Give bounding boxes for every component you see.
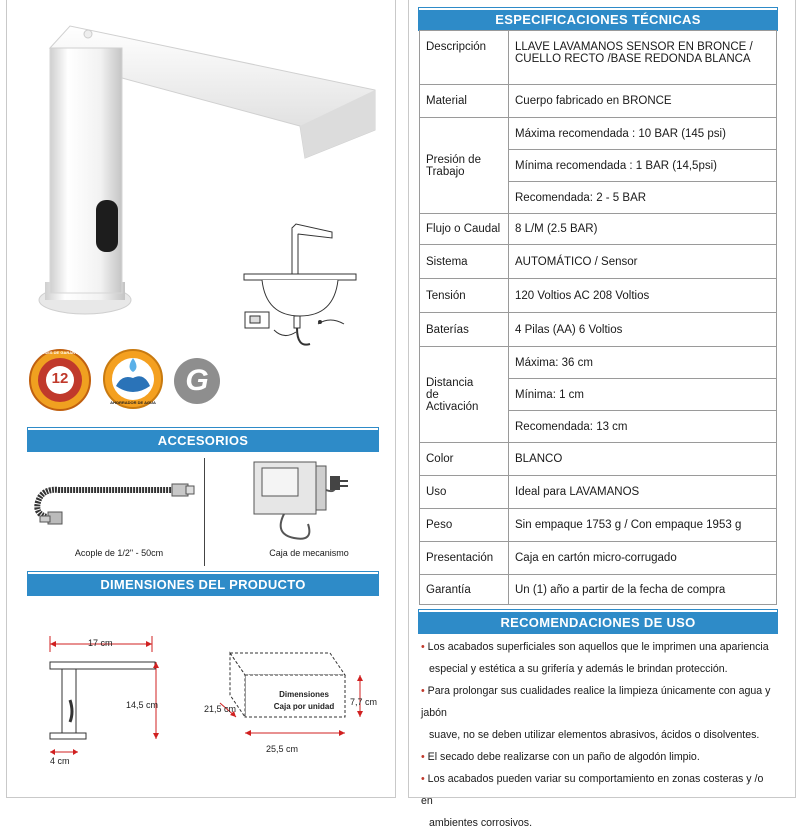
hose-caption: Acople de 1/2" - 50cm	[74, 548, 164, 558]
spec-row-tension	[420, 279, 777, 313]
bullet-icon: •	[421, 751, 425, 763]
reco-line	[421, 812, 773, 834]
spec-value: BLANCO	[509, 443, 777, 476]
spec-label: Color	[420, 443, 509, 476]
spec-label: Tensión	[420, 279, 509, 313]
spec-label: Descripción	[420, 31, 509, 85]
spec-value: Ideal para LAVAMANOS	[509, 476, 777, 509]
dimensions-title: DIMENSIONES DEL PRODUCTO	[28, 572, 378, 595]
spec-value: 4 Pilas (AA) 6 Voltios	[509, 313, 777, 347]
spec-row-material	[420, 85, 777, 118]
mechanism-caption: Caja de mecanismo	[269, 548, 349, 558]
reco-text: Los acabados superficiales son aquellos que le imprimen una apariencia	[427, 641, 769, 653]
reco-text: Para prolongar sus cualidades realice la limpieza únicamente con agua y jabón	[421, 685, 771, 719]
spec-row-peso	[420, 509, 777, 542]
reco-line	[421, 768, 773, 812]
spec-value: Máxima: 36 cm	[509, 347, 777, 379]
reco-text: Los acabados pueden variar su comportamiento en zonas costeras y /o en	[421, 773, 764, 807]
box-label-line1: Dimensiones	[279, 690, 329, 699]
spec-row-presion-max	[420, 118, 777, 150]
spec-row-garantia	[420, 575, 777, 605]
accessories-title: ACCESORIOS	[28, 428, 378, 451]
g-letter: G	[185, 364, 209, 397]
box-height-label: 7,7 cm	[350, 697, 378, 707]
box-depth-label: 21,5 cm	[204, 704, 237, 714]
reco-text: ambientes corrosivos.	[429, 817, 533, 829]
spec-label-presion	[420, 118, 509, 214]
spec-label: Material	[420, 85, 509, 118]
mechanism-box-image	[244, 454, 359, 544]
spec-value: Cuerpo fabricado en BRONCE	[509, 85, 777, 118]
bullet-icon: •	[421, 685, 425, 697]
distancia-label-line1: Distancia	[426, 376, 474, 389]
accessories-divider	[204, 458, 205, 566]
descripcion-line2: CUELLO RECTO /BASE REDONDA BLANCA	[515, 53, 751, 65]
spec-label-distancia	[420, 347, 509, 443]
bullet-icon: •	[421, 641, 425, 653]
height-label: 14,5 cm	[126, 700, 159, 710]
box-length-label: 25,5 cm	[266, 744, 299, 754]
spec-value: Caja en cartón micro-corrugado	[509, 542, 777, 575]
spec-value: Máxima recomendada : 10 BAR (145 psi)	[509, 118, 777, 150]
distancia-label-line2: de	[426, 388, 439, 401]
specs-table	[419, 30, 777, 605]
spec-label: Garantía	[420, 575, 509, 605]
reco-line	[421, 636, 773, 658]
spec-label: Uso	[420, 476, 509, 509]
spec-row-uso	[420, 476, 777, 509]
presion-label-line2: Trabajo	[426, 165, 465, 178]
spec-row-presentacion	[420, 542, 777, 575]
reco-text: especial y estética a su grifería y además le brindan protección.	[429, 663, 728, 675]
spec-label: Flujo o Caudal	[420, 214, 509, 245]
spec-value: Mínima recomendada : 1 BAR (14,5psi)	[509, 150, 777, 182]
presion-label-line1: Presión de	[426, 153, 481, 166]
warranty-number: 12	[51, 370, 69, 387]
reco-line	[421, 680, 773, 724]
spec-row-color	[420, 443, 777, 476]
distancia-label-line3: Activación	[426, 400, 479, 413]
g-logo-badge	[174, 358, 220, 404]
spec-label: Peso	[420, 509, 509, 542]
base-label: 4 cm	[50, 756, 70, 766]
spec-row-descripcion	[420, 31, 777, 85]
reco-line	[421, 724, 773, 746]
spec-row-flujo	[420, 214, 777, 245]
hose-image	[30, 478, 195, 534]
width-label: 17 cm	[88, 638, 113, 648]
recommendations-title: RECOMENDACIONES DE USO	[419, 610, 777, 633]
spec-value: 120 Voltios AC 208 Voltios	[509, 279, 777, 313]
water-ring-text: AHORRADOR DE AGUA	[110, 400, 156, 405]
reco-line	[421, 658, 773, 680]
spec-value: Recomendada: 13 cm	[509, 411, 777, 443]
spec-label: Sistema	[420, 245, 509, 279]
spec-value: AUTOMÁTICO / Sensor	[509, 245, 777, 279]
spec-label: Presentación	[420, 542, 509, 575]
warranty-ring-text: MESES DE GARANTÍA	[38, 350, 82, 355]
spec-label: Baterías	[420, 313, 509, 347]
faucet-dimension-drawing	[40, 622, 190, 772]
reco-text: El secado debe realizarse con un paño de algodón limpio.	[427, 751, 700, 763]
spec-row-baterias	[420, 313, 777, 347]
spec-value	[509, 31, 777, 85]
descripcion-line1: LLAVE LAVAMANOS SENSOR EN BRONCE /	[515, 41, 753, 53]
spec-value: Recomendada: 2 - 5 BAR	[509, 182, 777, 214]
spec-row-sistema	[420, 245, 777, 279]
box-label-line2: Caja por unidad	[273, 702, 335, 711]
spec-value: Mínima: 1 cm	[509, 379, 777, 411]
spec-value: Sin empaque 1753 g / Con empaque 1953 g	[509, 509, 777, 542]
installation-diagram	[240, 220, 360, 355]
warranty-badge	[28, 348, 92, 412]
water-saver-badge	[102, 348, 164, 410]
spec-value: Un (1) año a partir de la fecha de compra	[509, 575, 777, 605]
spec-row-distancia-max	[420, 347, 777, 379]
reco-text: suave, no se deben utilizar elementos abrasivos, ácidos o disolventes.	[429, 729, 760, 741]
specs-title: ESPECIFICACIONES TÉCNICAS	[419, 8, 777, 30]
recommendations-list	[421, 636, 773, 834]
reco-line	[421, 746, 773, 768]
spec-value: 8 L/M (2.5 BAR)	[509, 214, 777, 245]
bullet-icon: •	[421, 773, 425, 785]
